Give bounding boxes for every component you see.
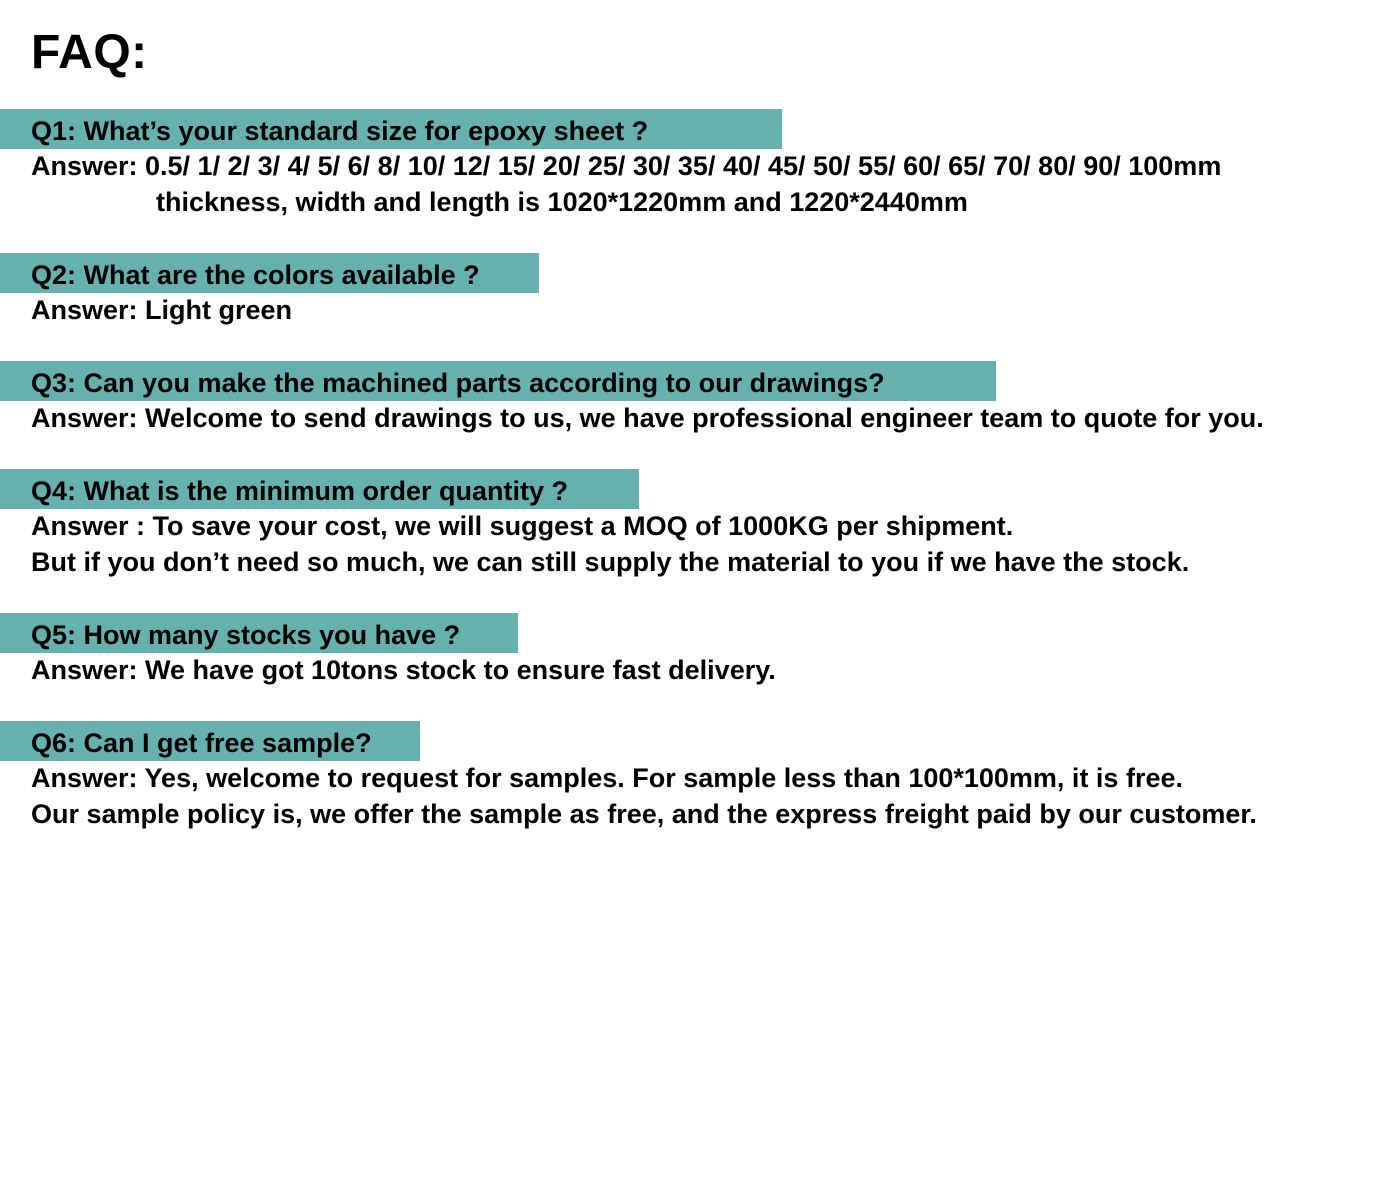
faq-question-q1: Q1: What’s your standard size for epoxy sheet ? — [0, 109, 782, 149]
faq-answer-q6-line-1: Answer: Yes, welcome to request for samples. For sample less than 100*100mm, it is free. — [31, 763, 1183, 793]
faq-answer-q4-line-2: But if you don’t need so much, we can still supply the material to you if we have the stock. — [31, 547, 1190, 577]
page-title: FAQ: — [31, 26, 148, 79]
faq-question-q6: Q6: Can I get free sample? — [0, 721, 420, 761]
faq-answer-q6-line-2: Our sample policy is, we offer the sample as free, and the express freight paid by our customer. — [31, 799, 1257, 829]
faq-answer-q2-line-1: Answer: Light green — [31, 295, 293, 325]
faq-answer-q1-line-2: thickness, width and length is 1020*1220mm and 1220*2440mm — [156, 187, 968, 217]
faq-answer-q5-line-1: Answer: We have got 10tons stock to ensure fast delivery. — [31, 655, 776, 685]
faq-question-q2: Q2: What are the colors available ? — [0, 253, 539, 293]
faq-question-q4: Q4: What is the minimum order quantity ? — [0, 469, 639, 509]
faq-answer-q3-line-1: Answer: Welcome to send drawings to us, we have professional engineer team to quote for you. — [31, 403, 1264, 433]
faq-answer-q1-line-1: Answer: 0.5/ 1/ 2/ 3/ 4/ 5/ 6/ 8/ 10/ 12/ 15/ 20/ 25/ 30/ 35/ 40/ 45/ 50/ 55/ 60/ 65/ 70/ 80/ 90/ 100mm — [31, 151, 1222, 181]
faq-question-q5: Q5: How many stocks you have ? — [0, 613, 518, 653]
faq-answer-q4-line-1: Answer : To save your cost, we will suggest a MOQ of 1000KG per shipment. — [31, 511, 1014, 541]
faq-question-q3: Q3: Can you make the machined parts according to our drawings? — [0, 361, 996, 401]
